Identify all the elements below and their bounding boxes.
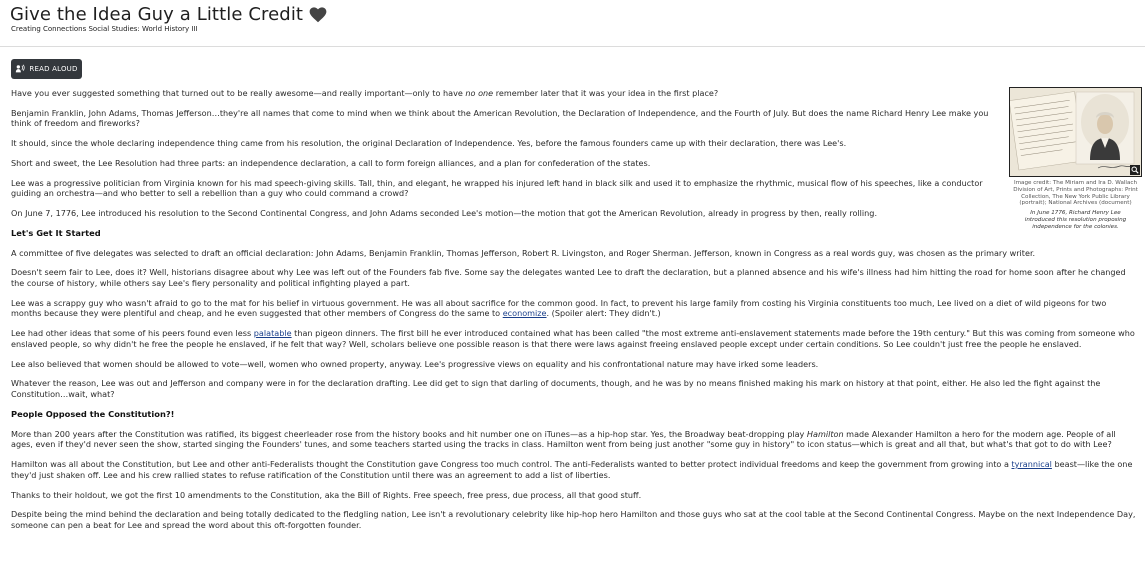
emphasis: Hamilton (806, 428, 844, 439)
paragraph: Lee was a progressive politician from Virginia known for his mad speech-giving skills. Tall, thin, and elegant, he wrapped his injured left hand in black silk and used it to emphasize the rhythmic, musical flow of his speeches, like a conductor guiding an orchestra—and who better to sell a rebellion than a guy who could command a crowd? (11, 177, 983, 199)
paragraph: Thanks to their holdout, we got the first 10 amendments to the Constitution, aka the Bill of Rights. Free speech, free press, due process, all that good stuff. (11, 489, 642, 500)
paragraph: Despite being the mind behind the declaration and being totally dedicated to the fledgling nation, Lee isn't a revolutionary celebrity like hip-hop hero Hamilton and those guys who sat at the cool table at the Second Continental Congress. Maybe on the next Independence Day, someone can pen a beat for Lee and spread the word about this oft-forgotten founder. (11, 509, 1136, 531)
paragraph: Doesn't seem fair to Lee, does it? Well, historians disagree about why Lee was left out of the Founders fab five. Some say the delegates wanted Lee to draft the declaration, but a planned absence and his wife's illness had him hitting the road for home soon after he changed the course of history, while others say Lee's fiery personality and political infighting played a part. (11, 267, 1126, 288)
paragraph: Lee also believed that women should be allowed to vote—well, women who owned property, anyway. Lee's progressive views on equality and his confrontational nature may have irked some leaders. (11, 358, 819, 369)
section-heading: Let's Get It Started (11, 227, 101, 238)
glossary-link-economize[interactable]: economize (502, 308, 547, 319)
paragraph: Lee was a scrappy guy who wasn't afraid to go to the mat for his belief in virtuous government. He was all about sacrifice for the common good. In fact, to prevent his large family from costing his Virginia constituents too much, Lee lived on a diet of wild pigeons for two months because they were plentiful and cheap, and he even suggested that other members of Congress do the same to economize. (Spoiler alert: They didn't.) (11, 297, 1107, 319)
heart-icon[interactable] (309, 7, 327, 23)
image-caption: In June 1776, Richard Henry Lee introduced this resolution proposing independence for the colonies. (1024, 210, 1127, 230)
page-subtitle: Creating Connections Social Studies: World History III (11, 25, 198, 33)
paragraph: It should, since the whole declaring independence thing came from his resolution, the original Declaration of Independence. Yes, before the famous founders came up with their declaration, there was Lee's. (11, 138, 847, 149)
paragraph: More than 200 years after the Constitution was ratified, its biggest cheerleader rose from the history books and hit number one on iTunes—as a hip-hop star. Yes, the Broadway beat-dropping play Hamilton made Alexander Hamilton a hero for the modern age. People of all ages, even if they'd never seen the show, started singing the Founders' tunes, and some teachers started using the tracks in class. Hamilton went from being just another "some guy in history" to icon status—which is great and all that, but what's that got to do with Lee? (11, 428, 1116, 450)
paragraph: Benjamin Franklin, John Adams, Thomas Jefferson…they're all names that come to mind when we think about the American Revolution, the Declaration of Independence, and the Fourth of July. But does the name Richard Henry Lee make you think of freedom and fireworks? (11, 107, 989, 129)
section-heading: People Opposed the Constitution?! (11, 408, 175, 419)
page-title: Give the Idea Guy a Little Credit (10, 4, 304, 25)
glossary-link-palatable[interactable]: palatable (253, 328, 292, 339)
paragraph: Hamilton was all about the Constitution, but Lee and other anti-Federalists thought the Constitution gave Congress too much control. The anti-Federalists wanted to better protect individual freedoms and keep the government from growing into a tyrannical beast—like the one they'd just shaken off. Lee and his crew rallied states to refuse ratification of the Constitution until there was an agreement to add a list of liberties. (11, 459, 1133, 480)
emphasis: no one (465, 88, 494, 98)
paragraph: On June 7, 1776, Lee introduced his resolution to the Second Continental Congress, and John Adams seconded Lee's motion—the motion that got the American Revolution, already in progress by then, really rolling. (11, 208, 878, 219)
read-aloud-label: READ ALOUD (29, 65, 78, 73)
paragraph: Whatever the reason, Lee was out and Jefferson and company were in for the declaration drafting. Lee did get to sign that darling of documents, though, and he was by no means finished making his mark on history at that point, either. He also led the fight against the Constitution…wait, what? (11, 378, 1101, 400)
paragraph: A committee of five delegates was selected to draft an official declaration: John Adams, Benjamin Franklin, Thomas Jefferson, Robert R. Livingston, and Roger Sherman. Jefferson, known in Congress as a real words guy, was chosen as the primary writer. (11, 247, 1036, 258)
page-header (0, 0, 1145, 47)
image-credit: Image credit: The Miriam and Ira D. Wallach Division of Art, Prints and Photographs: Print Collection, The New York Public Library (portrait); National Archives (document) (1013, 180, 1138, 207)
paragraph: Short and sweet, the Lee Resolution had three parts: an independence declaration, a call to form foreign alliances, and a plan for confederation of the states. (11, 157, 651, 168)
glossary-link-tyrannical[interactable]: tyrannical (1011, 459, 1052, 470)
read-aloud-button[interactable] (11, 59, 82, 79)
speaker-icon (15, 64, 25, 74)
paragraph: Have you ever suggested something that turned out to be really awesome—and really important—only to have no one remember later that it was your idea in the first place? (11, 88, 719, 98)
title-row (10, 4, 327, 25)
paragraph: Lee had other ideas that some of his peers found even less palatable than pigeon dinners. The first bill he ever introduced contained what has been called "the most extreme anti-enslavement statements made before the 19th century." But this was coming from someone who enslaved people, so why didn't he free the people he enslaved, if he felt that way? Well, scholars believe one possible reason is that there were laws against freeing enslaved people except under certain conditions. So Lee couldn't just free the people he enslaved. (11, 328, 1135, 349)
article-body (11, 88, 1136, 540)
